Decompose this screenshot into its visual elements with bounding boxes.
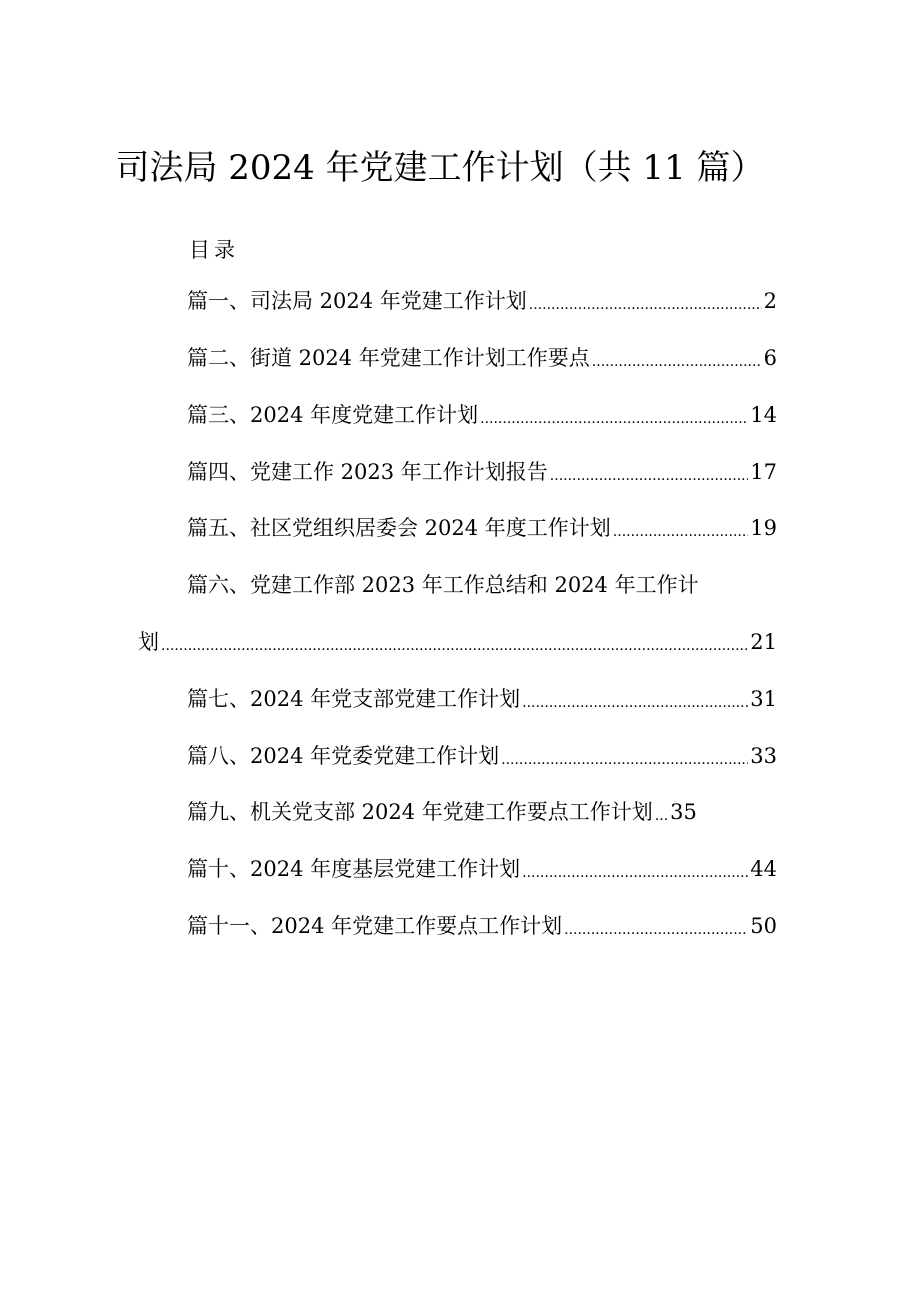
leader-dots	[501, 749, 748, 771]
leader-dots	[550, 465, 748, 487]
toc-entry-page: 2	[763, 289, 777, 313]
leader-dots	[522, 862, 748, 884]
toc-entry-label: 篇四、党建工作 2023 年工作计划报告	[187, 460, 548, 484]
toc-entry-page: 44	[750, 857, 777, 881]
toc-entry-label: 篇八、2024 年党委党建工作计划	[187, 744, 500, 768]
toc-entry-9[interactable]	[187, 797, 777, 827]
leader-dots	[592, 351, 762, 373]
toc-entry-page: 19	[750, 516, 777, 540]
toc-entry-10[interactable]	[187, 854, 777, 884]
toc-entry-page: 21	[750, 630, 777, 654]
document-title	[0, 140, 920, 189]
toc-entry-6-line1[interactable]: 篇六、党建工作部 2023 年工作总结和 2024 年工作计	[187, 573, 699, 597]
leader-dots	[480, 408, 748, 430]
toc-entry-page: 6	[763, 346, 777, 370]
toc-entry-page: 50	[750, 914, 777, 938]
toc-entry-label: 篇三、2024 年度党建工作计划	[187, 403, 479, 427]
toc-entry-8[interactable]	[187, 741, 777, 771]
toc-entry-5[interactable]	[187, 513, 777, 543]
toc-entry-2[interactable]	[187, 343, 777, 373]
toc-entry-7[interactable]	[187, 684, 777, 714]
leader-dots	[613, 521, 748, 543]
toc-entry-label: 篇二、街道 2024 年党建工作计划工作要点	[187, 346, 590, 370]
leader-dots	[564, 919, 748, 941]
toc-entry-label: 篇十、2024 年度基层党建工作计划	[187, 857, 521, 881]
toc-entry-label: 篇七、2024 年党支部党建工作计划	[187, 687, 521, 711]
leader-dots	[529, 294, 762, 316]
toc-entry-label: 篇九、机关党支部 2024 年党建工作要点工作计划	[187, 800, 653, 824]
toc-entry-page: 31	[750, 687, 777, 711]
toc-entry-11[interactable]	[187, 911, 777, 941]
toc-entry-3[interactable]	[187, 400, 777, 430]
toc-entry-label: 篇五、社区党组织居委会 2024 年度工作计划	[187, 516, 611, 540]
toc-entry-page: 33	[750, 744, 777, 768]
toc-entry-page: 17	[750, 460, 777, 484]
toc-entry-label: 划	[138, 630, 159, 654]
toc-entry-1[interactable]	[187, 286, 777, 316]
leader-dots	[161, 635, 748, 657]
toc-entry-page: 35	[670, 800, 697, 824]
toc-entry-label: 篇一、司法局 2024 年党建工作计划	[187, 289, 527, 313]
leader-dots	[655, 805, 668, 827]
toc-entry-page: 14	[750, 403, 777, 427]
toc-entry-label: 篇十一、2024 年党建工作要点工作计划	[187, 914, 563, 938]
toc-heading: 目录	[189, 238, 239, 262]
toc-entry-6[interactable]	[138, 627, 777, 657]
document-title-text: 司法局 2024 年党建工作计划（共 11 篇）	[115, 148, 765, 188]
toc-entry-4[interactable]	[187, 457, 777, 487]
leader-dots	[522, 692, 748, 714]
